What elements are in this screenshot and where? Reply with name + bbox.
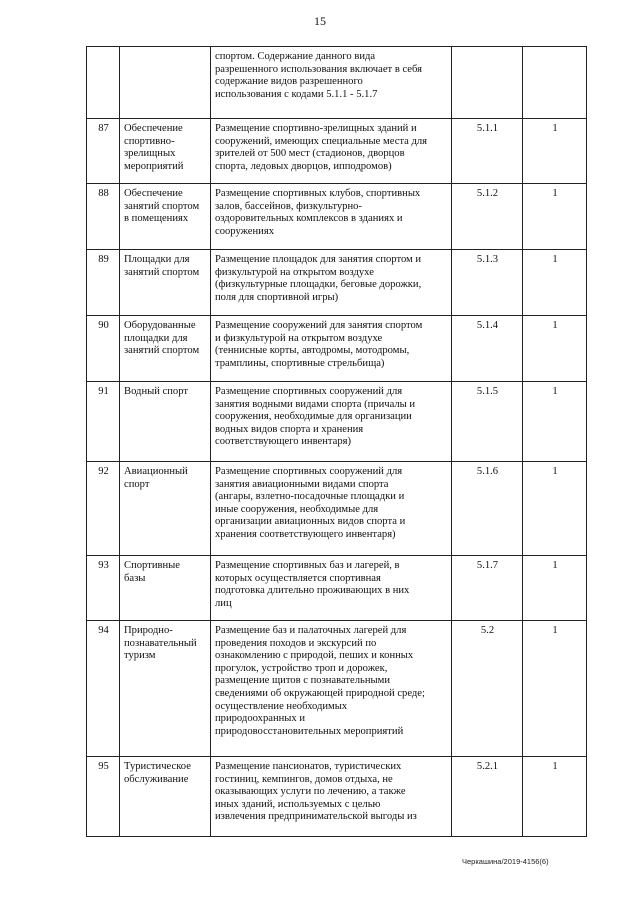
use-type-value: 1 — [523, 556, 587, 621]
use-type-description: Размещение спортивных клубов, спортивных залов, бассейнов, физкультурно- оздоровительных комплексов в зданиях и сооружениях — [211, 184, 452, 250]
use-type-description: Размещение спортивных сооружений для занятия авиационными видами спорта (ангары, взлетно-посадочные площадки и иные сооружения, необходимые для организации авиационных видов спорта и хранения соответствующего инвентаря) — [211, 462, 452, 556]
use-type-code — [452, 47, 523, 119]
use-type-code: 5.1.4 — [452, 316, 523, 382]
use-type-code: 5.1.3 — [452, 250, 523, 316]
row-number — [87, 47, 120, 119]
use-type-value: 1 — [523, 316, 587, 382]
use-type-name — [120, 47, 211, 119]
use-type-description: Размещение спортивно-зрелищных зданий и сооружений, имеющих специальные места для зрителей от 500 мест (стадионов, дворцов спорта, ледовых дворцов, ипподромов) — [211, 119, 452, 184]
row-number: 92 — [87, 462, 120, 556]
use-type-name: Обеспечение спортивно- зрелищных мероприятий — [120, 119, 211, 184]
use-type-description: спортом. Содержание данного вида разрешенного использования включает в себя содержание видов разрешенного использования с кодами 5.1.1 - 5.1.7 — [211, 47, 452, 119]
row-number: 95 — [87, 757, 120, 837]
row-number: 93 — [87, 556, 120, 621]
table-row — [87, 462, 587, 556]
use-type-code: 5.1.7 — [452, 556, 523, 621]
row-number: 90 — [87, 316, 120, 382]
use-type-code: 5.2.1 — [452, 757, 523, 837]
use-type-name: Обеспечение занятий спортом в помещениях — [120, 184, 211, 250]
use-type-code: 5.1.5 — [452, 382, 523, 462]
row-number: 87 — [87, 119, 120, 184]
use-type-name: Площадки для занятий спортом — [120, 250, 211, 316]
use-type-code: 5.2 — [452, 621, 523, 757]
page-number: 15 — [314, 14, 326, 28]
document-reference-footer: Черкашина/2019-4156(6) — [462, 857, 549, 866]
use-type-code: 5.1.1 — [452, 119, 523, 184]
table-row — [87, 184, 587, 250]
use-type-name: Авиационный спорт — [120, 462, 211, 556]
table-row — [87, 316, 587, 382]
table-row — [87, 757, 587, 837]
row-number: 89 — [87, 250, 120, 316]
row-number: 94 — [87, 621, 120, 757]
use-type-description: Размещение баз и палаточных лагерей для проведения походов и экскурсий по ознакомлению с природой, пеших и конных прогулок, устройство троп и дорожек, размещение щитов с познавательными сведениями об окружающей природной среде; осуществление необходимых природоохранных и природовосстановительных мероприятий — [211, 621, 452, 757]
use-type-description: Размещение площадок для занятия спортом и физкультурой на открытом воздухе (физкультурные площадки, беговые дорожки, поля для спортивной игры) — [211, 250, 452, 316]
use-type-value: 1 — [523, 184, 587, 250]
table-row — [87, 382, 587, 462]
row-number: 91 — [87, 382, 120, 462]
table-row — [87, 47, 587, 119]
use-type-value: 1 — [523, 382, 587, 462]
use-type-description: Размещение сооружений для занятия спортом и физкультурой на открытом воздухе (теннисные корты, автодромы, мотодромы, трамплины, спортивные стрельбища) — [211, 316, 452, 382]
use-type-code: 5.1.6 — [452, 462, 523, 556]
use-type-value — [523, 47, 587, 119]
use-type-value: 1 — [523, 250, 587, 316]
use-type-code: 5.1.2 — [452, 184, 523, 250]
use-type-description: Размещение пансионатов, туристических гостиниц, кемпингов, домов отдыха, не оказывающих услуги по лечению, а также иных зданий, используемых с целью извлечения предпринимательской выгоды из — [211, 757, 452, 837]
use-type-name: Оборудованные площадки для занятий спортом — [120, 316, 211, 382]
use-type-name: Спортивные базы — [120, 556, 211, 621]
table-row — [87, 119, 587, 184]
table-row — [87, 556, 587, 621]
use-type-description: Размещение спортивных сооружений для занятия водными видами спорта (причалы и сооружения, необходимые для организации водных видов спорта и хранения соответствующего инвентаря) — [211, 382, 452, 462]
use-type-value: 1 — [523, 462, 587, 556]
table-row — [87, 621, 587, 757]
use-type-description: Размещение спортивных баз и лагерей, в которых осуществляется спортивная подготовка длительно проживающих в них лиц — [211, 556, 452, 621]
use-type-value: 1 — [523, 757, 587, 837]
use-type-value: 1 — [523, 119, 587, 184]
use-type-name: Природно- познавательный туризм — [120, 621, 211, 757]
use-type-name: Водный спорт — [120, 382, 211, 462]
land-use-table — [86, 46, 587, 837]
use-type-name: Туристическое обслуживание — [120, 757, 211, 837]
table-row — [87, 250, 587, 316]
use-type-value: 1 — [523, 621, 587, 757]
row-number: 88 — [87, 184, 120, 250]
